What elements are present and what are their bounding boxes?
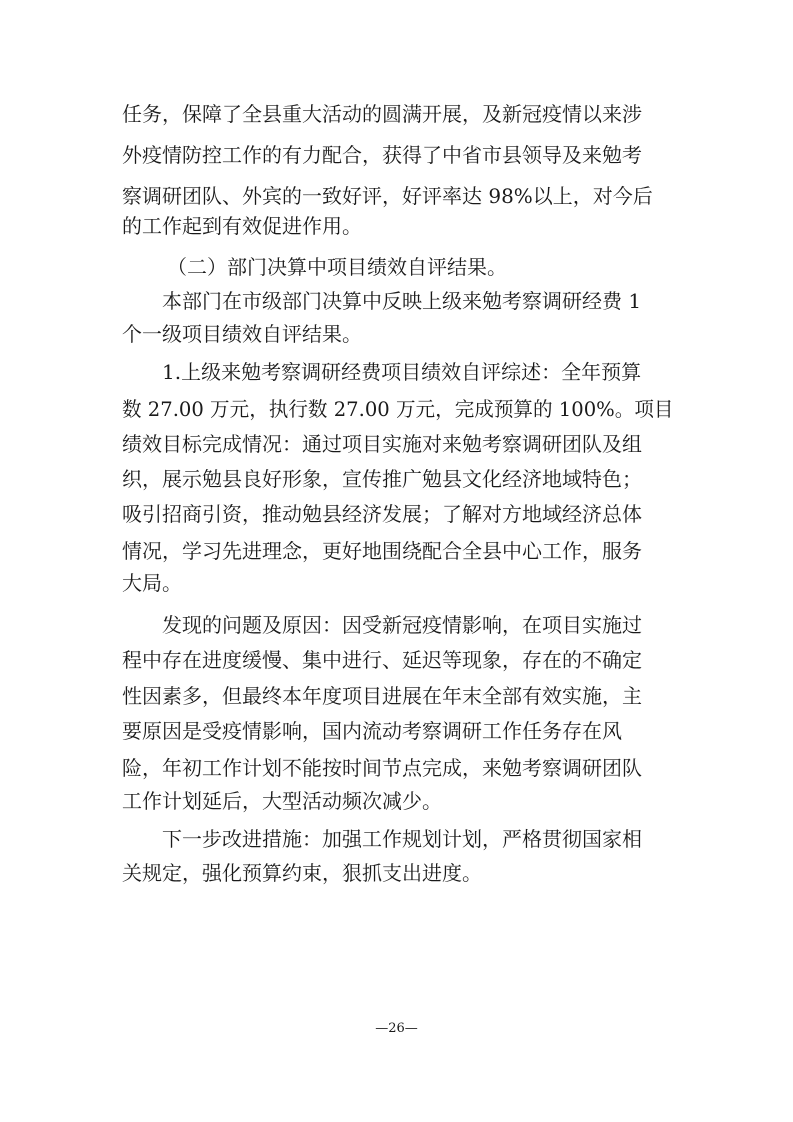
text-line: 工作计划延后，大型活动频次减少。 xyxy=(122,789,442,813)
text-line: 性因素多，但最终本年度项目进展在年末全部有效实施，主 xyxy=(122,684,642,708)
text-line: 本部门在市级部门决算中反映上级来勉考察调研经费 1 xyxy=(162,289,642,313)
page-number: —26— xyxy=(375,1021,418,1036)
text-line: 外疫情防控工作的有力配合，获得了中省市县领导及来勉考 xyxy=(122,143,642,167)
text-line: 吸引招商引资，推动勉县经济发展；了解对方地域经济总体 xyxy=(122,502,642,526)
text-line: 大局。 xyxy=(122,571,182,595)
text-line: 下一步改进措施：加强工作规划计划，严格贯彻国家相 xyxy=(162,827,642,851)
text-line: 数 27.00 万元，执行数 27.00 万元，完成预算的 100%。项目 xyxy=(122,397,674,421)
text-line: 情况，学习先进理念，更好地围绕配合全县中心工作，服务 xyxy=(122,539,642,563)
text-line: 发现的问题及原因：因受新冠疫情影响，在项目实施过 xyxy=(162,613,642,637)
section-heading: （二）部门决算中项目绩效自评结果。 xyxy=(167,255,507,279)
text-line: 绩效目标完成情况：通过项目实施对来勉考察调研团队及组 xyxy=(122,432,642,456)
text-line: 1.上级来勉考察调研经费项目绩效自评综述：全年预算 xyxy=(162,360,642,384)
text-line: 要原因是受疫情影响，国内流动考察调研工作任务存在风 xyxy=(122,719,622,743)
text-line: 险，年初工作计划不能按时间节点完成，来勉考察调研团队 xyxy=(122,756,642,780)
text-line: 程中存在进度缓慢、集中进行、延迟等现象，存在的不确定 xyxy=(122,648,642,672)
text-line: 察调研团队、外宾的一致好评，好评率达 98%以上，对今后 xyxy=(122,184,653,208)
text-line: 个一级项目绩效自评结果。 xyxy=(122,322,362,346)
text-line: 任务，保障了全县重大活动的圆满开展，及新冠疫情以来涉 xyxy=(122,102,642,126)
text-line: 关规定，强化预算约束，狠抓支出进度。 xyxy=(122,861,482,885)
text-line: 织，展示勉县良好形象，宣传推广勉县文化经济地域特色； xyxy=(122,467,642,491)
text-line: 的工作起到有效促进作用。 xyxy=(122,214,362,238)
